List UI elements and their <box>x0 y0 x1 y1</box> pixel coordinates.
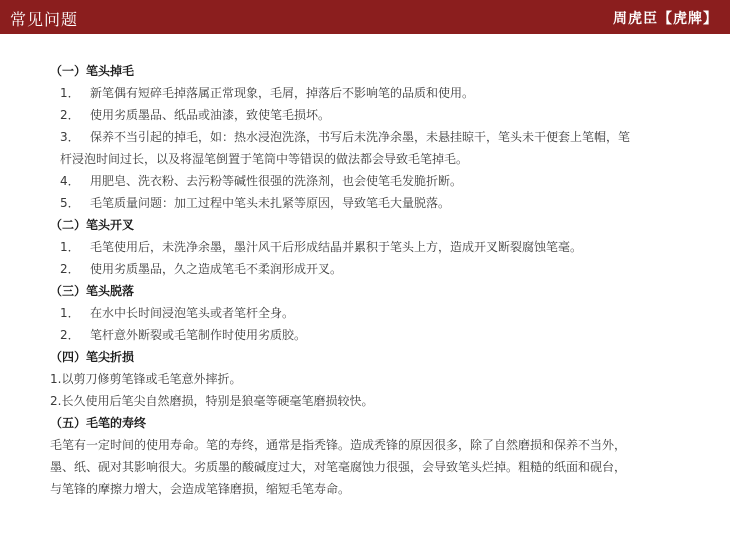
list-item-continuation: 杆浸泡时间过长，以及将湿笔倒置于笔筒中等错误的做法都会导致毛笔掉毛。 <box>60 152 469 166</box>
paragraph-line: 墨、纸、砚对其影响很大。劣质墨的酸碱度过大，对笔毫腐蚀力很强，会导致笔头烂掉。粗糙的纸面和砚台， <box>50 460 627 474</box>
list-item: 1． 在水中长时间浸泡笔头或者笔杆全身。 <box>60 306 295 320</box>
list-item: 2． 笔杆意外断裂或毛笔制作时使用劣质胶。 <box>60 328 307 342</box>
section-title: （三）笔头脱落 <box>50 284 135 298</box>
faq-section <box>50 60 700 214</box>
faq-content <box>50 60 700 500</box>
section-title: （一）笔头掉毛 <box>50 64 135 78</box>
header-bar <box>0 0 730 34</box>
list-item: 1． 新笔偶有短碎毛掉落属正常现象，毛屑，掉落后不影响笔的品质和使用。 <box>60 86 475 100</box>
paragraph-line: 与笔锋的摩擦力增大，会造成笔锋磨损，缩短毛笔寿命。 <box>50 482 351 496</box>
brand-label: 周虎臣【虎牌】 <box>613 11 718 27</box>
faq-section <box>50 280 700 346</box>
section-title: （四）笔尖折损 <box>50 350 135 364</box>
list-item: 2.长久使用后笔尖自然磨损，特别是狼毫等硬毫笔磨损较快。 <box>50 394 374 408</box>
section-title: （二）笔头开叉 <box>50 218 135 232</box>
faq-section <box>50 412 700 500</box>
section-title: （五）毛笔的寿终 <box>50 416 147 430</box>
list-item: 1.以剪刀修剪笔锋或毛笔意外摔折。 <box>50 372 242 386</box>
paragraph-line: 毛笔有一定时间的使用寿命。笔的寿终，通常是指秃锋。造成秃锋的原因很多，除了自然磨损和保养不当外， <box>50 438 627 452</box>
list-item: 5． 毛笔质量问题：加工过程中笔头未扎紧等原因，导致笔毛大量脱落。 <box>60 196 451 210</box>
faq-section <box>50 346 700 412</box>
faq-section <box>50 214 700 280</box>
list-item: 4． 用肥皂、洗衣粉、去污粉等碱性很强的洗涤剂，也会使笔毛发脆折断。 <box>60 174 463 188</box>
list-item: 2． 使用劣质墨品，久之造成笔毛不柔润形成开叉。 <box>60 262 343 276</box>
list-item: 2． 使用劣质墨品、纸品或油漆，致使笔毛损坏。 <box>60 108 331 122</box>
page-title: 常见问题 <box>10 10 79 29</box>
list-item: 1． 毛笔使用后，未洗净余墨，墨汁风干后形成结晶并累积于笔头上方，造成开叉断裂腐蚀笔毫。 <box>60 240 583 254</box>
list-item: 3． 保养不当引起的掉毛，如：热水浸泡洗涤，书写后未洗净余墨，未悬挂晾干，笔头未干便套上笔帽，笔 <box>60 130 631 144</box>
